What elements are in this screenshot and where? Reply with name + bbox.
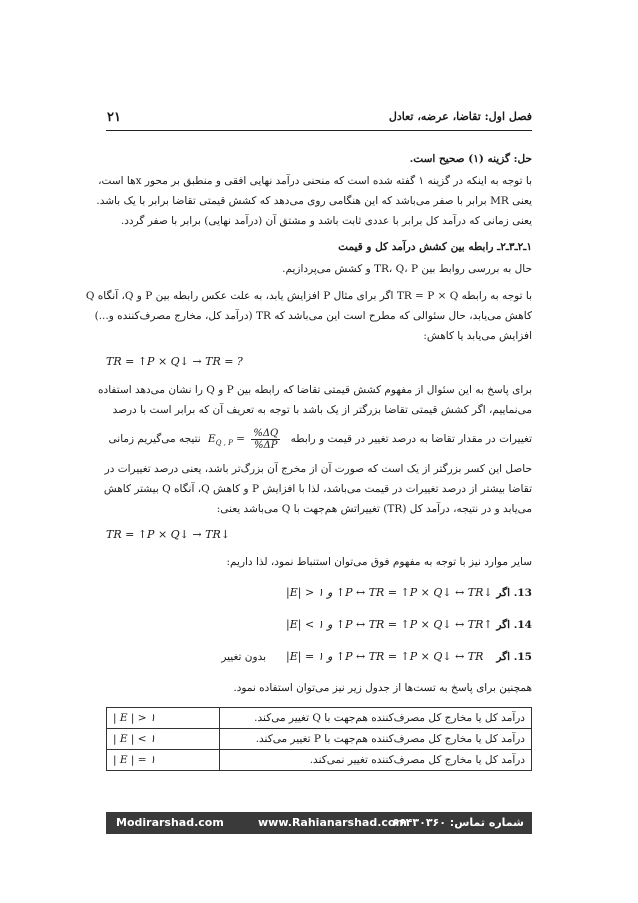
- formula-fraction: [251, 428, 280, 451]
- table-cell-text: درآمد کل یا مخارج کل مصرف‌کننده هم‌جهت با P تغییر می‌کند.: [220, 729, 532, 750]
- formula-subscript: Q , P: [215, 439, 233, 448]
- paragraph-4-line-6: می‌یابد و در نتیجه، درآمد کل (TR) تغییراتش هم‌جهت با Q می‌باشد یعنی:: [216, 503, 532, 515]
- case-label-13: 13. اگر: [496, 587, 532, 599]
- paragraph-4-line-3: [106, 424, 532, 454]
- paragraph-4-line-5: تقاضا بیشتر از درصد تغییرات در قیمت می‌باشد، لذا با افزایش P و کاهش Q، آنگاه Q بیشتر کاهش: [103, 483, 532, 495]
- formula-numerator: %ΔQ: [253, 427, 279, 439]
- elasticity-table: [106, 707, 532, 771]
- table-row: [107, 708, 532, 729]
- paragraph-5-line-1: سایر موارد نیز با توجه به مفهوم فوق می‌توان استنباط نمود، لذا داریم:: [226, 556, 532, 568]
- footer-contact-number: شماره تماس: ۶۶۴۳۰۳۶۰: [392, 816, 524, 829]
- paragraph-1-line-1: با توجه به اینکه در گزینه ۱ گفته شده است که منحنی درآمد نهایی افقی و منطبق بر محور xها است،: [98, 175, 532, 187]
- footer-site-rahianarshad: www.Rahianarshad.com: [258, 816, 407, 829]
- footer-bar: [106, 812, 532, 834]
- paragraph-4-line-1: برای پاسخ به این سئوال از مفهوم کشش قیمتی تقاضا که رابطه بین P و Q را نشان می‌دهد استفاده: [98, 384, 532, 396]
- paragraph-4-line-3-start: تغییرات در مقدار تقاضا به درصد تغییر در قیمت و رابطه: [290, 433, 532, 445]
- page-number: ۲۱: [107, 110, 121, 125]
- paragraph-4-line-2: می‌نماییم، اگر کشش قیمتی تقاضا بزرگتر از یک باشد با توجه به تعریف آن که برابر است با درصد: [112, 404, 532, 416]
- case-expression-15: |E| = ۱ و ↑P ↔ TR = ↑P × Q↓ ↔ TR: [286, 650, 484, 663]
- paragraph-1-line-3: یعنی زمانی که درآمد کل برابر با عددی ثابت باشد و مشتق آن (درآمد نهایی) برابر با صفر گردد.: [120, 215, 532, 227]
- table-cell-condition: | E | = ۱: [107, 750, 220, 771]
- paragraph-4-line-3-end: نتیجه می‌گیریم زمانی: [108, 433, 201, 445]
- section-title: ۱ـ۲ـ۳ـ۲ـ رابطه بین کشش درآمد کل و قیمت: [338, 241, 532, 253]
- answer-heading: حل: گزینه (۱) صحیح است.: [409, 153, 532, 165]
- equation-2: TR = ↑P × Q↓ → TR↓: [106, 528, 230, 541]
- table-row: [107, 750, 532, 771]
- table-cell-condition: | E | < ۱: [107, 729, 220, 750]
- case-label-15: 15. اگر: [496, 651, 532, 663]
- paragraph-2-line-1: حال به بررسی روابط بین TR، Q، P و کشش می‌پردازیم.: [282, 263, 532, 275]
- case-expression-13: |E| > ۱ و ↑P ↔ TR = ↑P × Q↓ ↔ TR↓: [286, 586, 493, 599]
- paragraph-1-line-2: یعنی MR برابر با صفر می‌باشد که این هنگامی روی می‌دهد که کشش قیمتی تقاضا برابر با یک باشد.: [96, 195, 532, 207]
- table-cell-condition: | E | > ۱: [107, 708, 220, 729]
- table-cell-text: درآمد کل یا مخارج کل مصرف‌کننده هم‌جهت با Q تغییر می‌کند.: [220, 708, 532, 729]
- chapter-title: فصل اول: تقاضا، عرضه، تعادل: [388, 110, 532, 123]
- header-divider: [106, 130, 532, 131]
- formula-denominator: %ΔP: [254, 439, 278, 451]
- paragraph-3-line-2: کاهش می‌یابد، حال سئوالی که مطرح است این می‌باشد که TR (درآمد کل، مخارج مصرف‌کننده و...): [94, 310, 532, 322]
- paragraph-6-line-1: همچنین برای پاسخ به تست‌ها از جدول زیر نیز می‌توان استفاده نمود.: [233, 682, 532, 694]
- elasticity-formula: $E_{Q , P}$ = $\frac{\%\Delta Q}{\%\Delta P}$: [208, 427, 279, 451]
- table-cell-text: درآمد کل یا مخارج کل مصرف‌کننده تغییر نمی‌کند.: [220, 750, 532, 771]
- paragraph-4-line-4: حاصل این کسر بزرگتر از یک است که صورت آن از مخرج آن بزرگ‌تر باشد، یعنی درصد تغییرات در: [104, 463, 532, 475]
- paragraph-3-line-3: افزایش می‌یابد یا کاهش:: [423, 330, 532, 342]
- table-row: [107, 729, 532, 750]
- equation-1: TR = ↑P × Q↓ → TR = ?: [106, 355, 243, 368]
- formula-lhs: E: [208, 433, 216, 445]
- footer-site-modirarshad: Modirarshad.com: [116, 816, 224, 829]
- case-label-14: 14. اگر: [496, 619, 532, 631]
- case-note-15: بدون تغییر: [221, 651, 266, 663]
- case-expression-14: |E| < ۱ و ↑P ↔ TR = ↑P × Q↓ ↔ TR↑: [286, 618, 493, 631]
- paragraph-3-line-1: با توجه به رابطه TR = P × Q اگر برای مثال P افزایش یابد، به علت عکس رابطه بین P و Q، آنگاه Q: [85, 290, 532, 302]
